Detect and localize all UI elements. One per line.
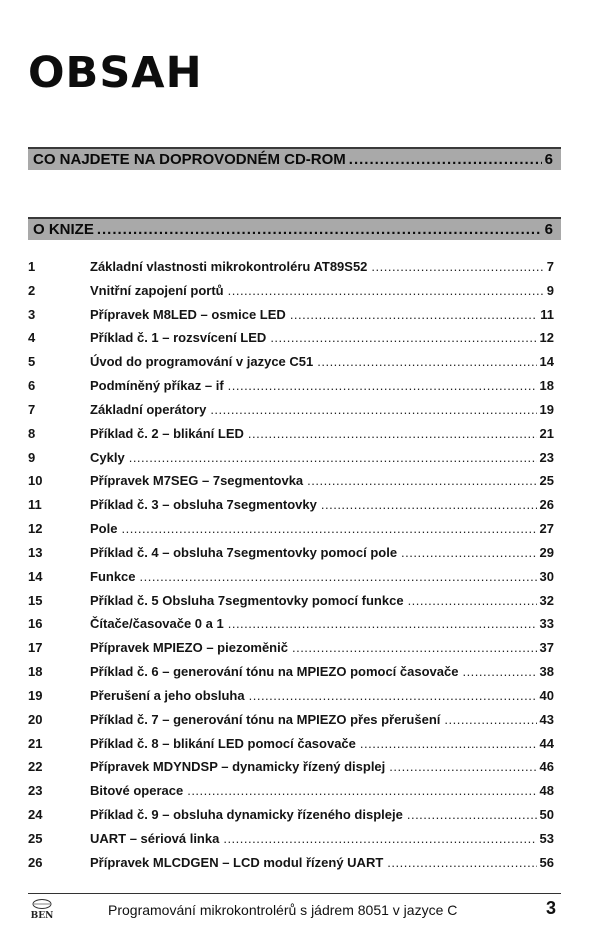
toc-entry[interactable] bbox=[28, 640, 554, 664]
toc-entry-page: 40 bbox=[539, 687, 554, 703]
toc-entry-number: 6 bbox=[28, 378, 36, 394]
toc-entry-title: Přípravek M8LED – osmice LED bbox=[90, 306, 286, 322]
toc-entry-page: 38 bbox=[539, 664, 554, 680]
toc-entry-title: Bitové operace bbox=[90, 783, 184, 799]
toc-entry-page: 12 bbox=[539, 330, 554, 346]
toc-entry-page: 26 bbox=[539, 497, 554, 513]
leader-dots bbox=[292, 640, 537, 655]
toc-entry[interactable] bbox=[28, 307, 554, 331]
toc-entry-number: 15 bbox=[28, 592, 43, 608]
toc-entry-title: Přerušení a jeho obsluha bbox=[90, 687, 245, 703]
toc-entry-title: Příklad č. 9 – obsluha dynamicky řízeného displeje bbox=[90, 807, 403, 823]
toc-entry[interactable] bbox=[28, 759, 554, 783]
toc-entry-number: 11 bbox=[28, 497, 42, 513]
toc-entry-page: 11 bbox=[540, 306, 554, 322]
leader-dots bbox=[462, 664, 536, 679]
toc-entry-title: Přípravek MLCDGEN – LCD modul řízený UART bbox=[90, 854, 384, 870]
section-heading-o-knize[interactable] bbox=[28, 217, 561, 240]
toc-entry-title: Základní vlastnosti mikrokontroléru AT89S52 bbox=[90, 259, 368, 274]
section-heading-cd-rom[interactable] bbox=[28, 147, 561, 170]
leader-dots bbox=[349, 151, 542, 168]
leader-dots bbox=[408, 593, 537, 608]
toc-entry[interactable] bbox=[28, 521, 554, 545]
toc-entry-number: 13 bbox=[28, 544, 43, 560]
toc-entry-title: Pole bbox=[90, 521, 118, 537]
toc-entry[interactable] bbox=[28, 283, 554, 307]
toc-entry[interactable] bbox=[28, 354, 554, 378]
leader-dots bbox=[270, 330, 536, 345]
toc-entry-title: Příklad č. 7 – generování tónu na MPIEZO přes přerušení bbox=[90, 711, 441, 727]
leader-dots bbox=[228, 283, 544, 298]
toc-entry-title: Funkce bbox=[90, 568, 136, 584]
toc-entry[interactable] bbox=[28, 402, 554, 426]
toc-entry-title: Cykly bbox=[90, 449, 125, 465]
toc-entry-page: 48 bbox=[539, 783, 554, 799]
toc-entry-page: 43 bbox=[539, 711, 554, 727]
leader-dots bbox=[307, 473, 536, 488]
toc-entry-number: 4 bbox=[28, 330, 36, 346]
toc-entry-number: 9 bbox=[28, 449, 36, 465]
toc-entry[interactable] bbox=[28, 807, 554, 831]
leader-dots bbox=[290, 307, 537, 322]
toc-entry-page: 29 bbox=[539, 544, 554, 560]
toc-entry-page: 7 bbox=[546, 259, 554, 274]
leader-dots bbox=[360, 736, 537, 751]
toc-entry-number: 23 bbox=[28, 783, 43, 799]
toc-entry-number: 12 bbox=[28, 521, 43, 537]
toc-entry-number: 22 bbox=[28, 759, 43, 775]
toc-entry-page: 30 bbox=[539, 568, 554, 584]
toc-entry-page: 25 bbox=[539, 473, 554, 489]
toc-entry-title: Přípravek MPIEZO – piezoměnič bbox=[90, 640, 288, 656]
toc-entry[interactable] bbox=[28, 426, 554, 450]
toc-entry-title: Příklad č. 3 – obsluha 7segmentovky bbox=[90, 497, 317, 513]
toc-entry-title: Úvod do programování v jazyce C51 bbox=[90, 354, 314, 370]
toc-entry[interactable] bbox=[28, 736, 554, 760]
toc-entry-page: 56 bbox=[539, 854, 554, 870]
leader-dots bbox=[317, 354, 536, 369]
toc-entry-number: 24 bbox=[28, 807, 43, 823]
leader-dots bbox=[387, 855, 536, 870]
toc-entry-number: 19 bbox=[28, 687, 43, 703]
leader-dots bbox=[140, 569, 537, 584]
toc-entry-title: Přípravek M7SEG – 7segmentovka bbox=[90, 473, 304, 489]
table-of-contents bbox=[28, 259, 554, 879]
toc-entry-page: 32 bbox=[539, 592, 554, 608]
toc-entry-number: 1 bbox=[28, 259, 36, 274]
toc-entry-number: 20 bbox=[28, 711, 43, 727]
toc-entry[interactable] bbox=[28, 473, 554, 497]
toc-entry[interactable] bbox=[28, 688, 554, 712]
toc-entry-page: 50 bbox=[539, 807, 554, 823]
toc-entry[interactable] bbox=[28, 616, 554, 640]
leader-dots bbox=[210, 402, 536, 417]
toc-entry-number: 18 bbox=[28, 664, 43, 680]
toc-entry-title: Základní operátory bbox=[90, 401, 207, 417]
toc-entry-number: 8 bbox=[28, 425, 36, 441]
toc-entry[interactable] bbox=[28, 569, 554, 593]
toc-entry-page: 44 bbox=[539, 735, 554, 751]
toc-entry-number: 5 bbox=[28, 354, 36, 370]
leader-dots bbox=[129, 450, 537, 465]
toc-entry-page: 33 bbox=[539, 616, 554, 632]
leader-dots bbox=[121, 521, 536, 536]
leader-dots bbox=[407, 807, 537, 822]
toc-entry[interactable] bbox=[28, 450, 554, 474]
toc-entry[interactable] bbox=[28, 831, 554, 855]
toc-entry[interactable] bbox=[28, 330, 554, 354]
toc-entry-page: 53 bbox=[539, 830, 554, 846]
leader-dots bbox=[401, 545, 536, 560]
toc-entry-page: 21 bbox=[539, 425, 554, 441]
toc-entry[interactable] bbox=[28, 783, 554, 807]
toc-entry-title: Příklad č. 1 – rozsvícení LED bbox=[90, 330, 267, 346]
toc-entry-title: Příklad č. 5 Obsluha 7segmentovky pomocí funkce bbox=[90, 592, 404, 608]
toc-entry[interactable] bbox=[28, 593, 554, 617]
toc-entry-page: 27 bbox=[539, 521, 554, 537]
leader-dots bbox=[389, 759, 536, 774]
toc-entry-page: 9 bbox=[546, 282, 554, 298]
toc-entry[interactable] bbox=[28, 259, 554, 283]
toc-entry-title: Čítače/časovače 0 a 1 bbox=[90, 616, 224, 632]
toc-entry[interactable] bbox=[28, 545, 554, 569]
leader-dots bbox=[187, 783, 536, 798]
toc-entry[interactable] bbox=[28, 497, 554, 521]
toc-entry-title: Vnitřní zapojení portů bbox=[90, 282, 224, 298]
toc-entry-number: 17 bbox=[28, 640, 43, 656]
toc-entry-title: Příklad č. 2 – blikání LED bbox=[90, 425, 244, 441]
footer-page-number: 3 bbox=[546, 898, 557, 918]
toc-entry-page: 37 bbox=[539, 640, 554, 656]
leader-dots bbox=[97, 221, 542, 238]
leader-dots bbox=[249, 688, 537, 703]
toc-entry-title: UART – sériová linka bbox=[90, 830, 220, 846]
footer-divider bbox=[28, 893, 561, 894]
toc-entry-number: 7 bbox=[28, 401, 36, 417]
leader-dots bbox=[444, 712, 536, 727]
toc-entry-number: 16 bbox=[28, 616, 43, 632]
toc-entry-title: Příklad č. 4 – obsluha 7segmentovky pomocí pole bbox=[90, 544, 398, 560]
toc-entry-title: Podmíněný příkaz – if bbox=[90, 378, 224, 394]
leader-dots bbox=[248, 426, 537, 441]
toc-entry-number: 10 bbox=[28, 473, 43, 489]
toc-entry-number: 14 bbox=[28, 568, 43, 584]
section-label: CO NAJDETE NA DOPROVODNÉM CD-ROM bbox=[33, 151, 346, 168]
leader-dots bbox=[223, 831, 536, 846]
toc-entry-page: 23 bbox=[539, 449, 554, 465]
toc-entry-page: 19 bbox=[539, 401, 554, 417]
leader-dots bbox=[228, 616, 537, 631]
toc-entry[interactable] bbox=[28, 378, 554, 402]
toc-entry[interactable] bbox=[28, 712, 554, 736]
leader-dots bbox=[321, 497, 537, 512]
publisher-logo-icon bbox=[28, 898, 56, 920]
svg-text:BEN: BEN bbox=[30, 911, 54, 920]
toc-entry-number: 26 bbox=[28, 854, 43, 870]
toc-entry-number: 21 bbox=[28, 735, 43, 751]
section-page-number: 6 bbox=[544, 151, 553, 168]
toc-entry-page: 14 bbox=[539, 354, 554, 370]
toc-entry-number: 25 bbox=[28, 830, 43, 846]
toc-entry-number: 3 bbox=[28, 306, 36, 322]
toc-entry[interactable] bbox=[28, 664, 554, 688]
page-title: OBSAH bbox=[28, 48, 203, 98]
toc-entry[interactable] bbox=[28, 855, 554, 879]
toc-entry-title: Příklad č. 8 – blikání LED pomocí časovače bbox=[90, 735, 356, 751]
toc-entry-title: Přípravek MDYNDSP – dynamicky řízený displej bbox=[90, 759, 386, 775]
toc-entry-page: 18 bbox=[539, 378, 554, 394]
toc-entry-page: 46 bbox=[539, 759, 554, 775]
leader-dots bbox=[228, 378, 537, 393]
footer-book-title: Programování mikrokontrolérů s jádrem 8051 v jazyce C bbox=[108, 902, 458, 918]
section-label: O KNIZE bbox=[33, 221, 94, 238]
toc-entry-title: Příklad č. 6 – generování tónu na MPIEZO pomocí časovače bbox=[90, 664, 459, 680]
section-page-number: 6 bbox=[544, 221, 553, 238]
leader-dots bbox=[371, 259, 543, 274]
toc-entry-number: 2 bbox=[28, 282, 36, 298]
